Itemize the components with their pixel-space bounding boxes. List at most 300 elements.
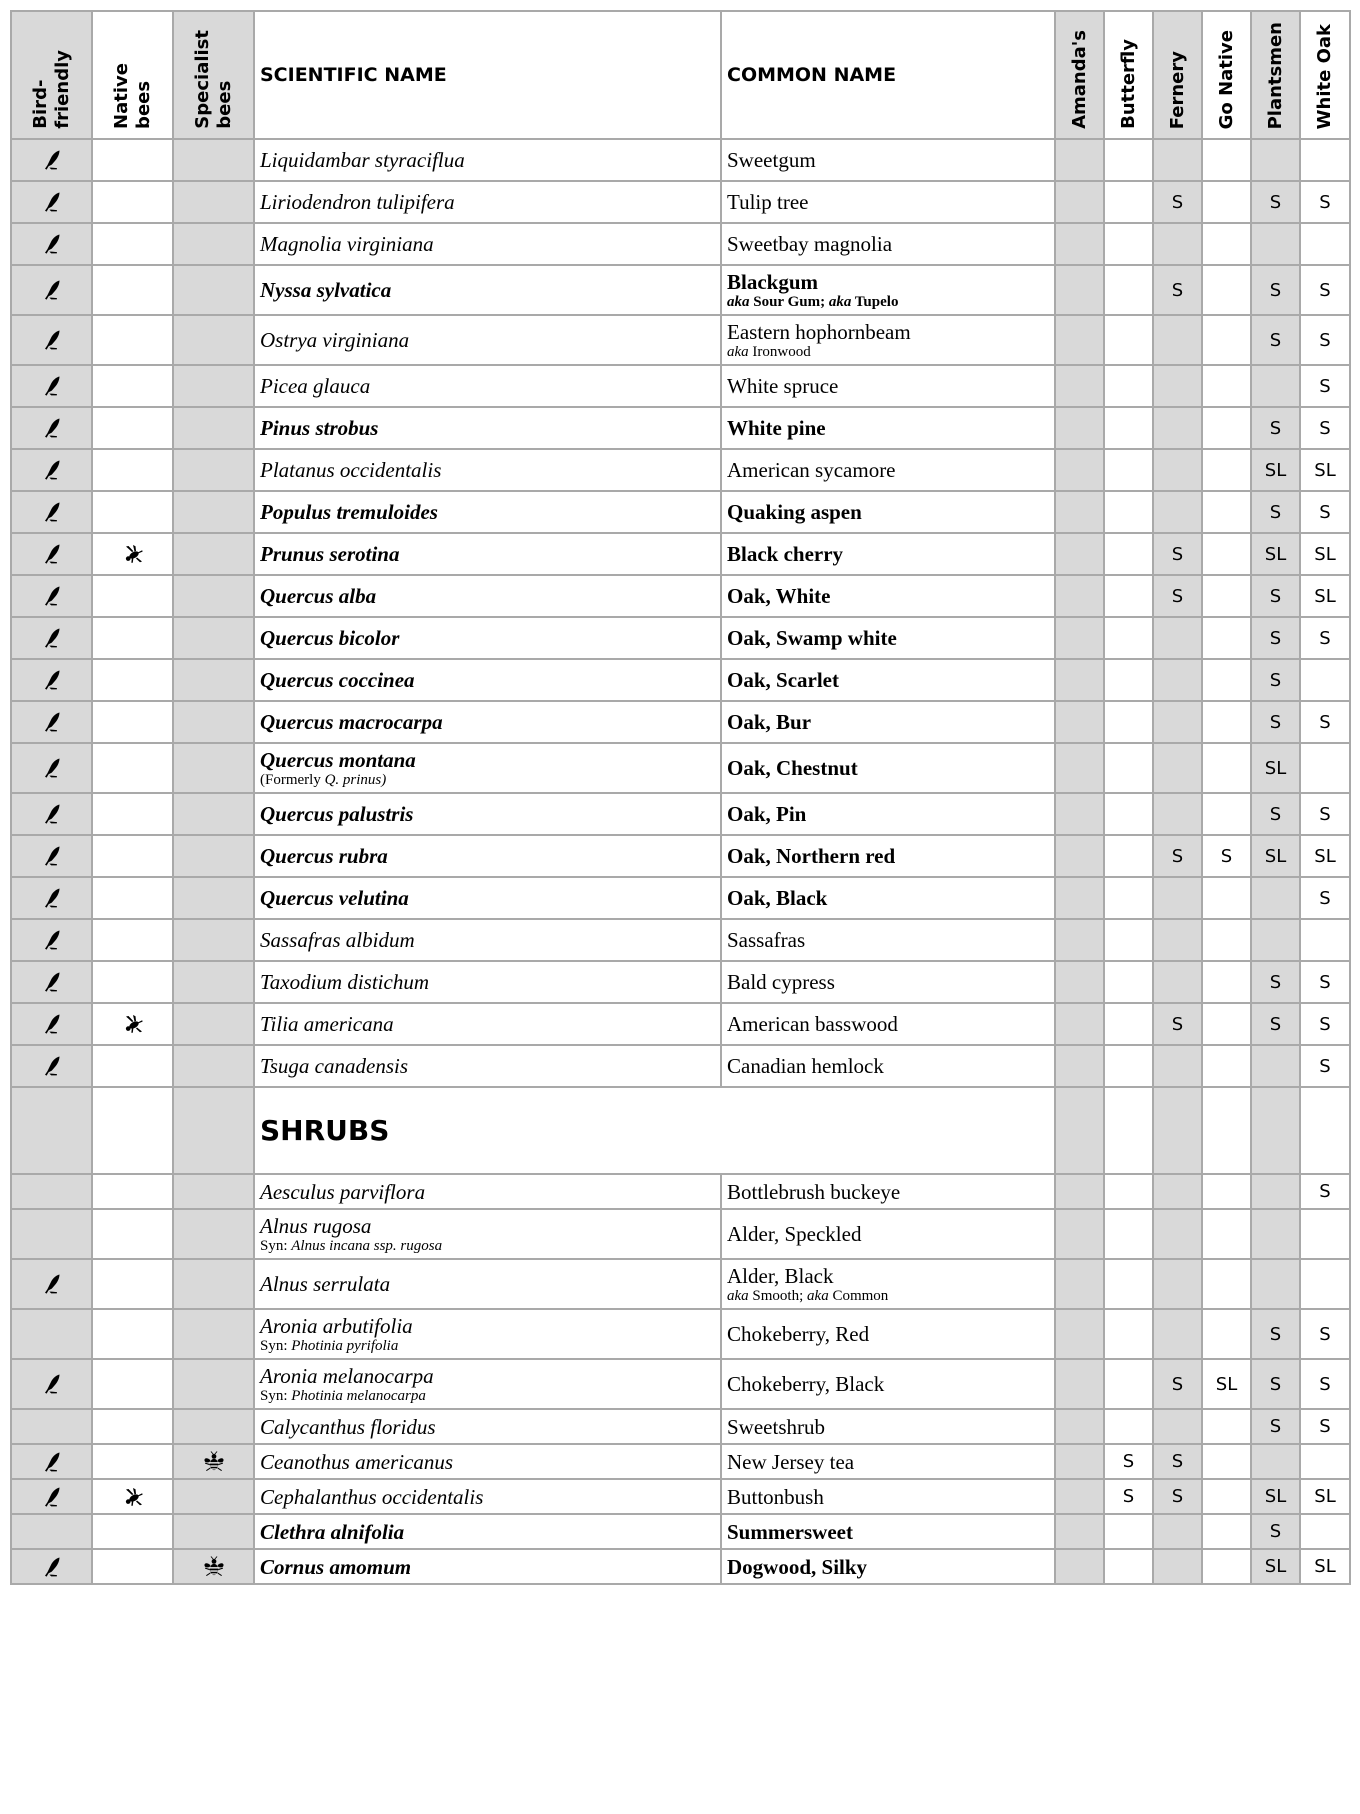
whiteoak-availability: SL: [1300, 1479, 1350, 1514]
bird-icon: [40, 190, 64, 214]
specialist-bees-cell: [173, 1479, 254, 1514]
butterfly-availability: [1104, 1359, 1153, 1409]
native-bees-cell: [92, 919, 173, 961]
butterfly-availability: [1104, 961, 1153, 1003]
gonative-availability: [1202, 1479, 1251, 1514]
bird-friendly-cell: [11, 1479, 92, 1514]
col-go-native: Go Native: [1202, 11, 1251, 139]
whiteoak-availability: S: [1300, 181, 1350, 223]
plantsmen-availability: S: [1251, 1409, 1300, 1444]
plantsmen-availability: [1251, 877, 1300, 919]
amandas-availability: [1055, 743, 1104, 793]
bird-friendly-cell: [11, 617, 92, 659]
plantsmen-availability: SL: [1251, 449, 1300, 491]
common-name-cell: [721, 835, 1055, 877]
name-note: [727, 1288, 1049, 1305]
bird-friendly-cell: [11, 449, 92, 491]
amandas-availability: [1055, 1549, 1104, 1584]
native-bees-cell: [92, 793, 173, 835]
bird-icon: [40, 756, 64, 780]
native-bees-cell: [92, 1514, 173, 1549]
common-name-cell: [721, 743, 1055, 793]
plantsmen-availability: S: [1251, 1514, 1300, 1549]
bird-friendly-cell: [11, 533, 92, 575]
bird-friendly-cell: [11, 491, 92, 533]
scientific-name: Cephalanthus occidentalis: [260, 1484, 484, 1509]
plant-row: [11, 1549, 1350, 1584]
whiteoak-availability: SL: [1300, 1549, 1350, 1584]
specialist-bees-cell: [173, 1359, 254, 1409]
common-name-cell: [721, 223, 1055, 265]
plantsmen-availability: S: [1251, 265, 1300, 315]
common-name: Chokeberry, Red: [727, 1322, 870, 1346]
amandas-availability: [1055, 533, 1104, 575]
empty-cell: [173, 1087, 254, 1174]
scientific-name-cell: [254, 315, 721, 365]
whiteoak-availability: [1300, 743, 1350, 793]
bird-icon: [40, 886, 64, 910]
scientific-name-cell: [254, 793, 721, 835]
gonative-availability: [1202, 491, 1251, 533]
fernery-availability: [1153, 919, 1202, 961]
bird-friendly-cell: [11, 961, 92, 1003]
gonative-availability: [1202, 961, 1251, 1003]
bird-icon: [40, 710, 64, 734]
specialist-bees-cell: [173, 315, 254, 365]
name-note-part: Photinia pyrifolia: [291, 1337, 399, 1354]
bird-friendly-cell: [11, 835, 92, 877]
common-name-cell: [721, 961, 1055, 1003]
amandas-availability: [1055, 575, 1104, 617]
bird-friendly-cell: [11, 1514, 92, 1549]
common-name-cell: [721, 617, 1055, 659]
common-name: Oak, Black: [727, 886, 828, 910]
whiteoak-availability: S: [1300, 265, 1350, 315]
common-name: Tulip tree: [727, 190, 809, 214]
butterfly-availability: [1104, 1259, 1153, 1309]
common-name: Dogwood, Silky: [727, 1554, 868, 1579]
common-name: Summersweet: [727, 1519, 853, 1544]
plant-row: [11, 1003, 1350, 1045]
plantsmen-availability: [1251, 1444, 1300, 1479]
plant-row: [11, 919, 1350, 961]
common-name-cell: [721, 265, 1055, 315]
specialist-bee-icon: [202, 1555, 226, 1579]
common-name-cell: [721, 1259, 1055, 1309]
native-bees-cell: [92, 223, 173, 265]
whiteoak-availability: [1300, 223, 1350, 265]
scientific-name: Quercus palustris: [260, 802, 414, 826]
common-name: Eastern hophornbeam: [727, 319, 911, 344]
common-name: Oak, Swamp white: [727, 626, 897, 650]
common-name: Chokeberry, Black: [727, 1372, 885, 1396]
gonative-availability: [1202, 1259, 1251, 1309]
amandas-availability: [1055, 1309, 1104, 1359]
scientific-name: Quercus rubra: [260, 844, 388, 868]
amandas-availability: [1055, 365, 1104, 407]
fernery-availability: S: [1153, 1444, 1202, 1479]
empty-cell: [92, 1087, 173, 1174]
native-bees-cell: [92, 491, 173, 533]
native-bees-cell: [92, 407, 173, 449]
name-note-part: aka: [727, 343, 749, 360]
scientific-name-cell: [254, 1514, 721, 1549]
common-name: Sweetshrub: [727, 1414, 825, 1439]
specialist-bees-cell: [173, 1003, 254, 1045]
whiteoak-availability: S: [1300, 365, 1350, 407]
fernery-availability: [1153, 701, 1202, 743]
butterfly-availability: [1104, 835, 1153, 877]
native-bees-cell: [92, 265, 173, 315]
gonative-availability: [1202, 1444, 1251, 1479]
fernery-availability: [1153, 315, 1202, 365]
section-title: SHRUBS: [254, 1087, 1055, 1174]
specialist-bees-cell: [173, 659, 254, 701]
gonative-availability: SL: [1202, 1359, 1251, 1409]
native-bees-cell: [92, 139, 173, 181]
bird-friendly-cell: [11, 1259, 92, 1309]
fernery-availability: [1153, 1045, 1202, 1087]
plantsmen-availability: [1251, 1174, 1300, 1209]
bird-friendly-cell: [11, 181, 92, 223]
plant-row: [11, 181, 1350, 223]
common-name-cell: [721, 1359, 1055, 1409]
plant-row: [11, 533, 1350, 575]
plantsmen-availability: [1251, 919, 1300, 961]
fernery-availability: S: [1153, 181, 1202, 223]
bird-icon: [40, 542, 64, 566]
name-note-part: aka: [727, 1287, 749, 1304]
amandas-availability: [1055, 139, 1104, 181]
butterfly-availability: [1104, 877, 1153, 919]
scientific-name-cell: [254, 617, 721, 659]
native-bees-cell: [92, 1479, 173, 1514]
bird-friendly-cell: [11, 1003, 92, 1045]
common-name-cell: [721, 139, 1055, 181]
common-name-cell: [721, 407, 1055, 449]
fernery-availability: [1153, 1174, 1202, 1209]
plant-row: [11, 491, 1350, 533]
native-bees-cell: [92, 1003, 173, 1045]
butterfly-availability: [1104, 365, 1153, 407]
fernery-availability: [1153, 491, 1202, 533]
butterfly-availability: [1104, 1045, 1153, 1087]
scientific-name-cell: [254, 1549, 721, 1584]
amandas-availability: [1055, 407, 1104, 449]
butterfly-availability: [1104, 1549, 1153, 1584]
fernery-availability: S: [1153, 575, 1202, 617]
name-note: [260, 1238, 715, 1255]
common-name: American basswood: [727, 1012, 898, 1036]
name-note-part: Tupelo: [851, 293, 899, 310]
col-plantsmen: Plantsmen: [1251, 11, 1300, 139]
common-name: Oak, Chestnut: [727, 756, 858, 780]
plantsmen-availability: [1251, 365, 1300, 407]
whiteoak-availability: S: [1300, 315, 1350, 365]
whiteoak-availability: S: [1300, 491, 1350, 533]
gonative-availability: [1202, 1174, 1251, 1209]
bird-friendly-cell: [11, 315, 92, 365]
name-note: [727, 344, 1049, 361]
plant-row: [11, 1045, 1350, 1087]
butterfly-availability: [1104, 265, 1153, 315]
common-name-cell: [721, 533, 1055, 575]
bird-icon: [40, 1012, 64, 1036]
name-note-part: Photinia melanocarpa: [291, 1387, 426, 1404]
fernery-availability: [1153, 743, 1202, 793]
common-name-cell: [721, 793, 1055, 835]
native-bees-cell: [92, 617, 173, 659]
native-bees-cell: [92, 533, 173, 575]
fernery-availability: [1153, 1514, 1202, 1549]
fernery-availability: [1153, 877, 1202, 919]
specialist-bees-cell: [173, 265, 254, 315]
name-note-part: (Formerly: [260, 771, 325, 788]
scientific-name-cell: [254, 575, 721, 617]
name-note-part: Syn:: [260, 1337, 292, 1354]
native-bees-cell: [92, 365, 173, 407]
common-name-cell: [721, 1444, 1055, 1479]
common-name: Quaking aspen: [727, 500, 862, 524]
scientific-name-cell: [254, 919, 721, 961]
plant-row: [11, 835, 1350, 877]
name-note-part: aka: [807, 1287, 829, 1304]
amandas-availability: [1055, 223, 1104, 265]
native-bees-cell: [92, 1409, 173, 1444]
gonative-availability: [1202, 139, 1251, 181]
plant-row: [11, 1174, 1350, 1209]
native-bees-cell: [92, 1045, 173, 1087]
bird-icon: [40, 374, 64, 398]
fernery-availability: S: [1153, 1359, 1202, 1409]
native-bees-cell: [92, 1259, 173, 1309]
common-name-cell: [721, 1309, 1055, 1359]
common-name-cell: [721, 1174, 1055, 1209]
col-fernery: Fernery: [1153, 11, 1202, 139]
amandas-availability: [1055, 1479, 1104, 1514]
specialist-bees-cell: [173, 1174, 254, 1209]
plant-row: [11, 1479, 1350, 1514]
common-name-cell: [721, 659, 1055, 701]
fernery-availability: [1153, 617, 1202, 659]
scientific-name-cell: [254, 533, 721, 575]
native-bee-icon: [121, 542, 145, 566]
specialist-bees-cell: [173, 1259, 254, 1309]
whiteoak-availability: [1300, 1444, 1350, 1479]
col-butterfly: Butterfly: [1104, 11, 1153, 139]
section-row-shrubs: [11, 1087, 1350, 1174]
whiteoak-availability: [1300, 1514, 1350, 1549]
butterfly-availability: [1104, 491, 1153, 533]
amandas-availability: [1055, 1514, 1104, 1549]
scientific-name-cell: [254, 1045, 721, 1087]
native-bees-cell: [92, 743, 173, 793]
gonative-availability: [1202, 1209, 1251, 1259]
scientific-name-cell: [254, 1259, 721, 1309]
scientific-name-cell: [254, 1003, 721, 1045]
col-bird-friendly: Bird- friendly: [11, 11, 92, 139]
scientific-name: Quercus alba: [260, 584, 377, 608]
common-name: Black cherry: [727, 542, 844, 566]
plantsmen-availability: S: [1251, 617, 1300, 659]
bird-friendly-cell: [11, 1045, 92, 1087]
fernery-availability: S: [1153, 533, 1202, 575]
scientific-name: Quercus velutina: [260, 886, 409, 910]
gonative-availability: [1202, 659, 1251, 701]
col-specialist-bees: Specialist bees: [173, 11, 254, 139]
common-name-cell: [721, 575, 1055, 617]
fernery-availability: [1153, 1409, 1202, 1444]
scientific-name: Clethra alnifolia: [260, 1519, 405, 1544]
name-note-part: Smooth;: [748, 1287, 808, 1304]
butterfly-availability: [1104, 659, 1153, 701]
plantsmen-availability: SL: [1251, 1549, 1300, 1584]
scientific-name-cell: [254, 1359, 721, 1409]
whiteoak-availability: S: [1300, 1409, 1350, 1444]
butterfly-availability: [1104, 181, 1153, 223]
bird-icon: [40, 626, 64, 650]
plantsmen-availability: S: [1251, 407, 1300, 449]
scientific-name: Aronia arbutifolia: [260, 1313, 413, 1338]
gonative-availability: [1202, 365, 1251, 407]
gonative-availability: [1202, 617, 1251, 659]
name-note-part: Syn:: [260, 1237, 292, 1254]
empty-cell: [1153, 1087, 1202, 1174]
specialist-bees-cell: [173, 1309, 254, 1359]
bird-icon: [40, 232, 64, 256]
scientific-name: Cornus amomum: [260, 1554, 412, 1579]
plant-row: [11, 877, 1350, 919]
amandas-availability: [1055, 793, 1104, 835]
header-row: [11, 11, 1350, 139]
bird-icon: [40, 802, 64, 826]
specialist-bees-cell: [173, 1444, 254, 1479]
plant-row: [11, 407, 1350, 449]
plant-row: [11, 265, 1350, 315]
bird-friendly-cell: [11, 139, 92, 181]
common-name: Oak, Scarlet: [727, 668, 839, 692]
plantsmen-availability: [1251, 1045, 1300, 1087]
gonative-availability: [1202, 877, 1251, 919]
gonative-availability: [1202, 181, 1251, 223]
plant-row: [11, 223, 1350, 265]
scientific-name-cell: [254, 961, 721, 1003]
scientific-name: Alnus serrulata: [260, 1272, 391, 1296]
common-name: Bald cypress: [727, 970, 835, 994]
scientific-name-cell: [254, 1479, 721, 1514]
butterfly-availability: [1104, 743, 1153, 793]
scientific-name: Quercus bicolor: [260, 626, 400, 650]
plantsmen-availability: S: [1251, 701, 1300, 743]
butterfly-availability: [1104, 617, 1153, 659]
native-bees-cell: [92, 315, 173, 365]
butterfly-availability: [1104, 1409, 1153, 1444]
common-name: White spruce: [727, 374, 839, 398]
specialist-bees-cell: [173, 617, 254, 659]
scientific-name: Picea glauca: [260, 374, 371, 398]
bird-friendly-cell: [11, 1409, 92, 1444]
plantsmen-availability: [1251, 1259, 1300, 1309]
specialist-bees-cell: [173, 139, 254, 181]
scientific-name: Tsuga canadensis: [260, 1054, 408, 1078]
plantsmen-availability: S: [1251, 491, 1300, 533]
common-name: Blackgum: [727, 269, 819, 294]
col-common-name: COMMON NAME: [721, 11, 1055, 139]
native-bee-icon: [121, 1485, 145, 1509]
common-name-cell: [721, 701, 1055, 743]
native-bees-cell: [92, 961, 173, 1003]
bird-friendly-cell: [11, 743, 92, 793]
bird-friendly-cell: [11, 1209, 92, 1259]
butterfly-availability: S: [1104, 1444, 1153, 1479]
scientific-name: Platanus occidentalis: [260, 458, 442, 482]
scientific-name-cell: [254, 743, 721, 793]
specialist-bees-cell: [173, 223, 254, 265]
specialist-bees-cell: [173, 365, 254, 407]
scientific-name-cell: [254, 449, 721, 491]
specialist-bees-cell: [173, 1209, 254, 1259]
common-name: Oak, White: [727, 584, 831, 608]
plant-row: [11, 961, 1350, 1003]
bird-icon: [40, 458, 64, 482]
gonative-availability: [1202, 1549, 1251, 1584]
bird-icon: [40, 668, 64, 692]
plantsmen-availability: [1251, 1209, 1300, 1259]
scientific-name: Ostrya virginiana: [260, 328, 410, 352]
specialist-bees-cell: [173, 1514, 254, 1549]
whiteoak-availability: S: [1300, 701, 1350, 743]
specialist-bees-cell: [173, 919, 254, 961]
butterfly-availability: [1104, 1209, 1153, 1259]
plantsmen-availability: SL: [1251, 1479, 1300, 1514]
bird-icon: [40, 928, 64, 952]
fernery-availability: [1153, 223, 1202, 265]
empty-cell: [1300, 1087, 1350, 1174]
plant-row: [11, 575, 1350, 617]
specialist-bees-cell: [173, 181, 254, 223]
specialist-bees-cell: [173, 961, 254, 1003]
amandas-availability: [1055, 835, 1104, 877]
bird-friendly-cell: [11, 659, 92, 701]
fernery-availability: [1153, 449, 1202, 491]
bird-friendly-cell: [11, 1549, 92, 1584]
plant-row: [11, 1309, 1350, 1359]
empty-cell: [11, 1087, 92, 1174]
bird-friendly-cell: [11, 1309, 92, 1359]
scientific-name: Magnolia virginiana: [260, 232, 434, 256]
specialist-bees-cell: [173, 449, 254, 491]
plant-row: [11, 1359, 1350, 1409]
bird-icon: [40, 584, 64, 608]
scientific-name-cell: [254, 1209, 721, 1259]
scientific-name-cell: [254, 1309, 721, 1359]
butterfly-availability: [1104, 315, 1153, 365]
name-note: [727, 294, 1049, 311]
gonative-availability: [1202, 575, 1251, 617]
specialist-bees-cell: [173, 1409, 254, 1444]
scientific-name: Aronia melanocarpa: [260, 1363, 434, 1388]
whiteoak-availability: SL: [1300, 449, 1350, 491]
butterfly-availability: [1104, 701, 1153, 743]
scientific-name: Tilia americana: [260, 1012, 394, 1036]
scientific-name: Liriodendron tulipifera: [260, 190, 455, 214]
whiteoak-availability: S: [1300, 793, 1350, 835]
plantsmen-availability: S: [1251, 1359, 1300, 1409]
butterfly-availability: [1104, 919, 1153, 961]
amandas-availability: [1055, 1409, 1104, 1444]
amandas-availability: [1055, 315, 1104, 365]
plantsmen-availability: S: [1251, 1309, 1300, 1359]
